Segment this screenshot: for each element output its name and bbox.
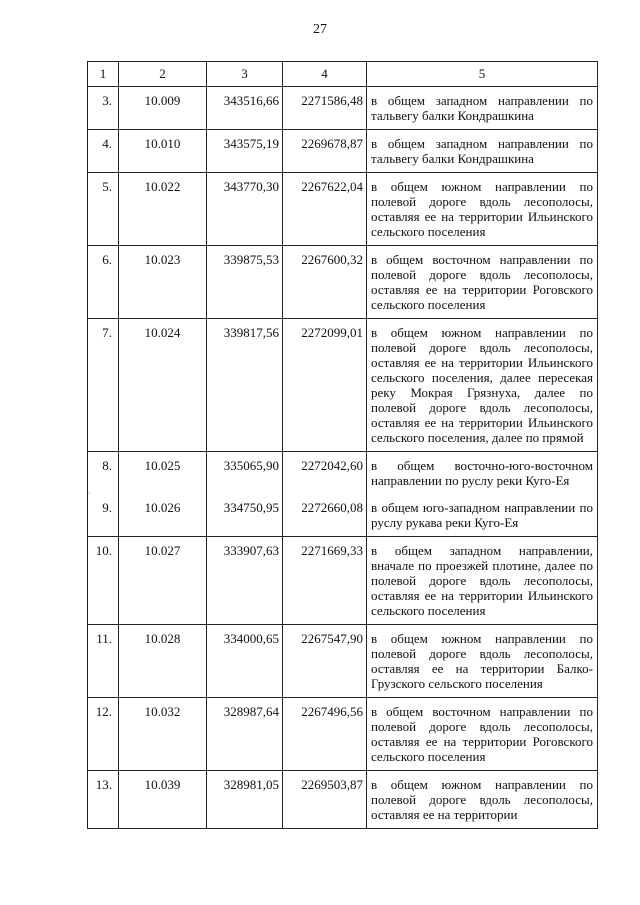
point-id: 10.025 bbox=[119, 452, 207, 495]
point-id: 10.023 bbox=[119, 246, 207, 319]
x-coordinate: 334000,65 bbox=[207, 625, 283, 698]
header-col-2: 2 bbox=[119, 62, 207, 87]
boundary-description: в общем восточно-юго-восточном направлении по руслу реки Куго-Ея bbox=[367, 452, 598, 495]
y-coordinate: 2271586,48 bbox=[283, 87, 367, 130]
point-id: 10.039 bbox=[119, 771, 207, 829]
table-row bbox=[88, 494, 598, 537]
point-id: 10.028 bbox=[119, 625, 207, 698]
y-coordinate: 2269503,87 bbox=[283, 771, 367, 829]
point-id: 10.010 bbox=[119, 130, 207, 173]
row-number: 7. bbox=[88, 319, 119, 452]
y-coordinate: 2272042,60 bbox=[283, 452, 367, 495]
header-col-1: 1 bbox=[88, 62, 119, 87]
row-number: 11. bbox=[88, 625, 119, 698]
table-row bbox=[88, 698, 598, 771]
row-number: 3. bbox=[88, 87, 119, 130]
x-coordinate: 343575,19 bbox=[207, 130, 283, 173]
row-number: 13. bbox=[88, 771, 119, 829]
x-coordinate: 339875,53 bbox=[207, 246, 283, 319]
boundary-description: в общем западном направлении, вначале по проезжей плотине, далее по полевой дороге вдоль лесополосы, оставляя ее на территории Ильинского сельского поселения bbox=[367, 537, 598, 625]
x-coordinate: 333907,63 bbox=[207, 537, 283, 625]
x-coordinate: 343770,30 bbox=[207, 173, 283, 246]
boundary-description: в общем южном направлении по полевой дороге вдоль лесополосы, оставляя ее на территории Балко-Грузского сельского поселения bbox=[367, 625, 598, 698]
x-coordinate: 328981,05 bbox=[207, 771, 283, 829]
row-number: 5. bbox=[88, 173, 119, 246]
point-id: 10.032 bbox=[119, 698, 207, 771]
table-row bbox=[88, 87, 598, 130]
x-coordinate: 334750,95 bbox=[207, 494, 283, 537]
point-id: 10.022 bbox=[119, 173, 207, 246]
header-col-3: 3 bbox=[207, 62, 283, 87]
row-number: 10. bbox=[88, 537, 119, 625]
y-coordinate: 2272099,01 bbox=[283, 319, 367, 452]
boundary-table bbox=[87, 61, 598, 829]
y-coordinate: 2267622,04 bbox=[283, 173, 367, 246]
point-id: 10.027 bbox=[119, 537, 207, 625]
boundary-description: в общем южном направлении по полевой дороге вдоль лесополосы, оставляя ее на территории Ильинского сельского поселения bbox=[367, 173, 598, 246]
y-coordinate: 2267547,90 bbox=[283, 625, 367, 698]
boundary-description: в общем западном направлении по тальвегу балки Кондрашкина bbox=[367, 130, 598, 173]
header-col-4: 4 bbox=[283, 62, 367, 87]
table-row bbox=[88, 173, 598, 246]
row-number: 4. bbox=[88, 130, 119, 173]
page-number: 27 bbox=[313, 22, 327, 37]
row-number: 6. bbox=[88, 246, 119, 319]
table-row bbox=[88, 319, 598, 452]
boundary-description: в общем южном направлении по полевой дороге вдоль лесополосы, оставляя ее на территории bbox=[367, 771, 598, 829]
point-id: 10.024 bbox=[119, 319, 207, 452]
header-row bbox=[88, 62, 598, 87]
x-coordinate: 339817,56 bbox=[207, 319, 283, 452]
table-row bbox=[88, 130, 598, 173]
x-coordinate: 335065,90 bbox=[207, 452, 283, 495]
boundary-description: в общем восточном направлении по полевой дороге вдоль лесополосы, оставляя ее на территории Роговского сельского поселения bbox=[367, 246, 598, 319]
y-coordinate: 2267600,32 bbox=[283, 246, 367, 319]
table-row bbox=[88, 246, 598, 319]
row-number: 8. bbox=[88, 452, 119, 495]
y-coordinate: 2271669,33 bbox=[283, 537, 367, 625]
boundary-description: в общем южном направлении по полевой дороге вдоль лесополосы, оставляя ее на территории Ильинского сельского поселения, далее пересекая реку Мокрая Грязнуха, далее по полевой дороге вдоль лесополосы, оставляя ее на территории Ильинского сельского поселения, далее по прямой bbox=[367, 319, 598, 452]
y-coordinate: 2267496,56 bbox=[283, 698, 367, 771]
y-coordinate: 2272660,08 bbox=[283, 494, 367, 537]
table-row bbox=[88, 625, 598, 698]
table-row bbox=[88, 537, 598, 625]
y-coordinate: 2269678,87 bbox=[283, 130, 367, 173]
boundary-description: в общем западном направлении по тальвегу балки Кондрашкина bbox=[367, 87, 598, 130]
header-col-5: 5 bbox=[367, 62, 598, 87]
x-coordinate: 343516,66 bbox=[207, 87, 283, 130]
scan-mark: · bbox=[88, 489, 91, 498]
table-row bbox=[88, 771, 598, 829]
table-row bbox=[88, 452, 598, 495]
point-id: 10.009 bbox=[119, 87, 207, 130]
boundary-description: в общем юго-западном направлении по руслу рукава реки Куго-Ея bbox=[367, 494, 598, 537]
x-coordinate: 328987,64 bbox=[207, 698, 283, 771]
point-id: 10.026 bbox=[119, 494, 207, 537]
row-number: 12. bbox=[88, 698, 119, 771]
row-number: 9. bbox=[88, 494, 119, 537]
boundary-description: в общем восточном направлении по полевой дороге вдоль лесополосы, оставляя ее на территории Роговского сельского поселения bbox=[367, 698, 598, 771]
